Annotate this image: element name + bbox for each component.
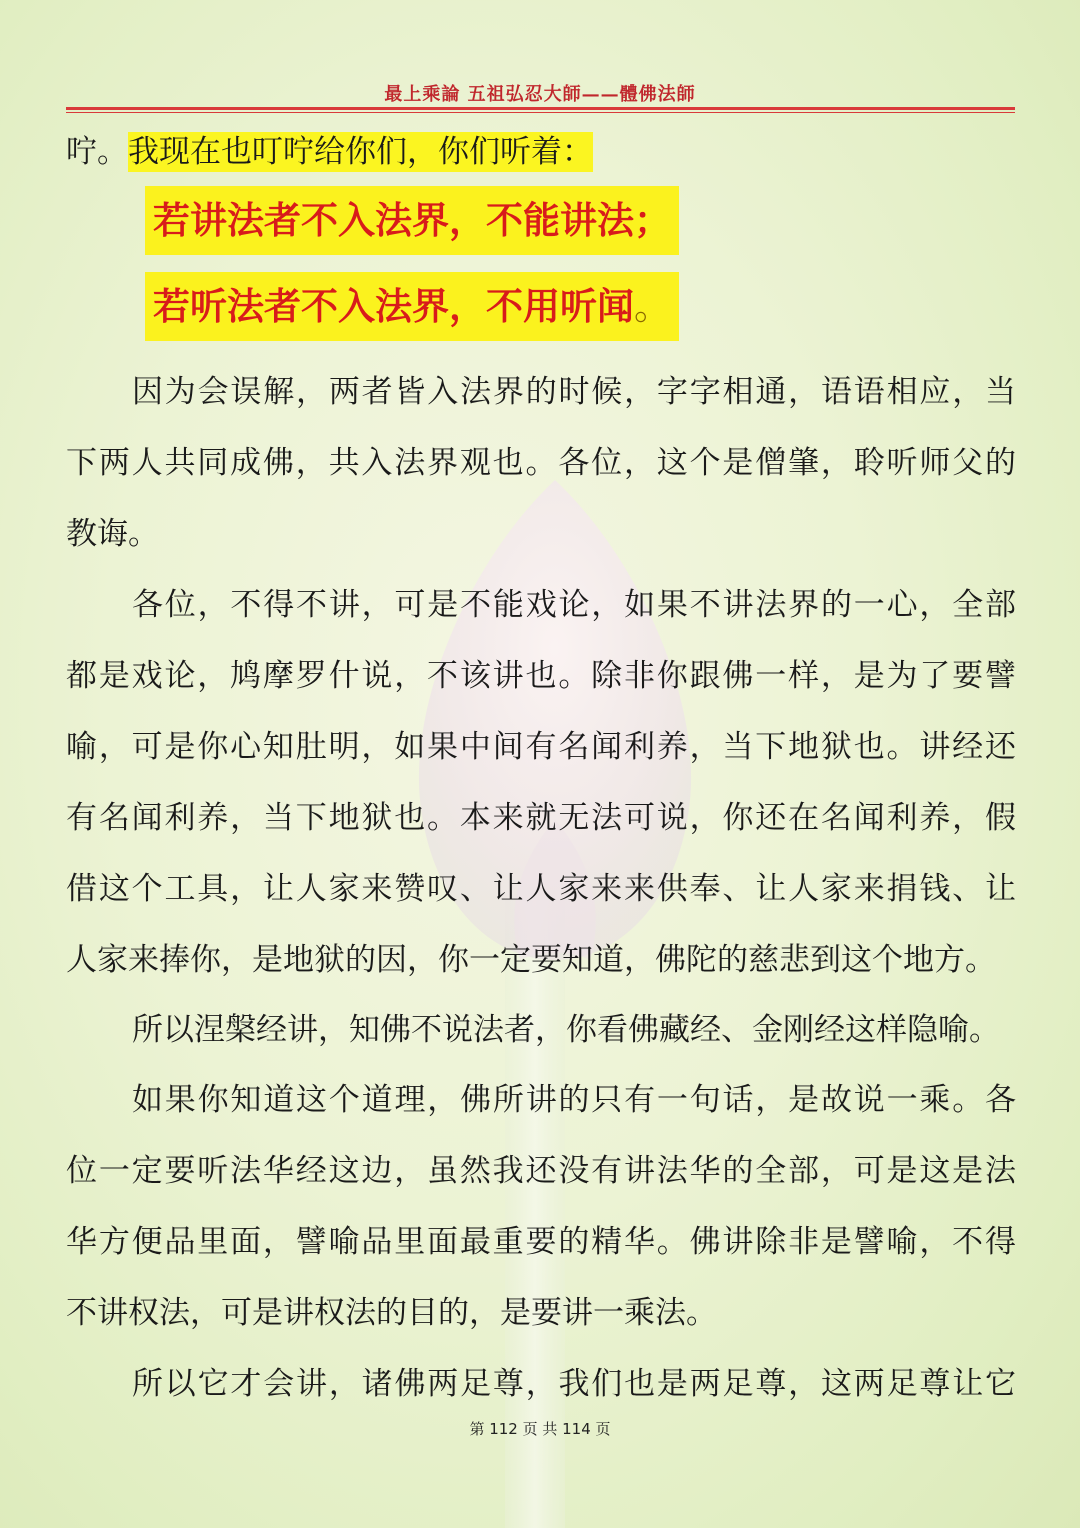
body-line: 华方便品里面，譬喻品里面最重要的精华。佛讲除非是譬喻，不得 [66,1224,1016,1260]
verse-text: 若听法者不入法界，不用听闻 [153,284,634,328]
opening-highlighted: 我现在也叮咛给你们，你们听着： [128,134,593,170]
body-line: 喻，可是你心知肚明，如果中间有名闻利养，当下地狱也。讲经还 [66,729,1016,765]
opening-lead: 咛。 [66,134,128,170]
body-line: 教诲。 [66,516,159,552]
verse-line-1 [145,186,679,255]
body-line: 下两人共同成佛，共入法界观也。各位，这个是僧肇，聆听师父的 [66,445,1016,481]
verse-line-2 [145,272,679,341]
body-line: 所以它才会讲，诸佛两足尊，我们也是两足尊，这两足尊让它 [132,1366,1016,1402]
body-line: 各位，不得不讲，可是不能戏论，如果不讲法界的一心，全部 [132,587,1016,623]
verse-tail: 。 [634,285,671,328]
verse-text: 若讲法者不入法界，不能讲法； [153,198,671,242]
body-line: 人家来捧你，是地狱的因，你一定要知道，佛陀的慈悲到这个地方。 [66,942,996,978]
body-line: 因为会误解，两者皆入法界的时候，字字相通，语语相应，当 [132,374,1016,410]
body-line: 借这个工具，让人家来赞叹、让人家来来供奉、让人家来捐钱、让 [66,871,1016,907]
opening-line [66,130,1016,174]
body-line: 如果你知道这个道理，佛所讲的只有一句话，是故说一乘。各 [132,1082,1016,1118]
body-line: 有名闻利养，当下地狱也。本来就无法可说，你还在名闻利养，假 [66,800,1016,836]
page-number-footer: 第 112 页 共 114 页 [469,1420,611,1438]
body-line: 位一定要听法华经这边，虽然我还没有讲法华的全部，可是这是法 [66,1153,1016,1189]
body-line: 不讲权法，可是讲权法的目的，是要讲一乘法。 [66,1295,717,1331]
body-line: 所以涅槃经讲，知佛不说法者，你看佛藏经、金刚经这样隐喻。 [132,1012,1000,1048]
header-title: 最上乘論 五祖弘忍大師——體佛法師 [384,84,696,105]
body-line: 都是戏论，鸠摩罗什说，不该讲也。除非你跟佛一样，是为了要譬 [66,658,1016,694]
